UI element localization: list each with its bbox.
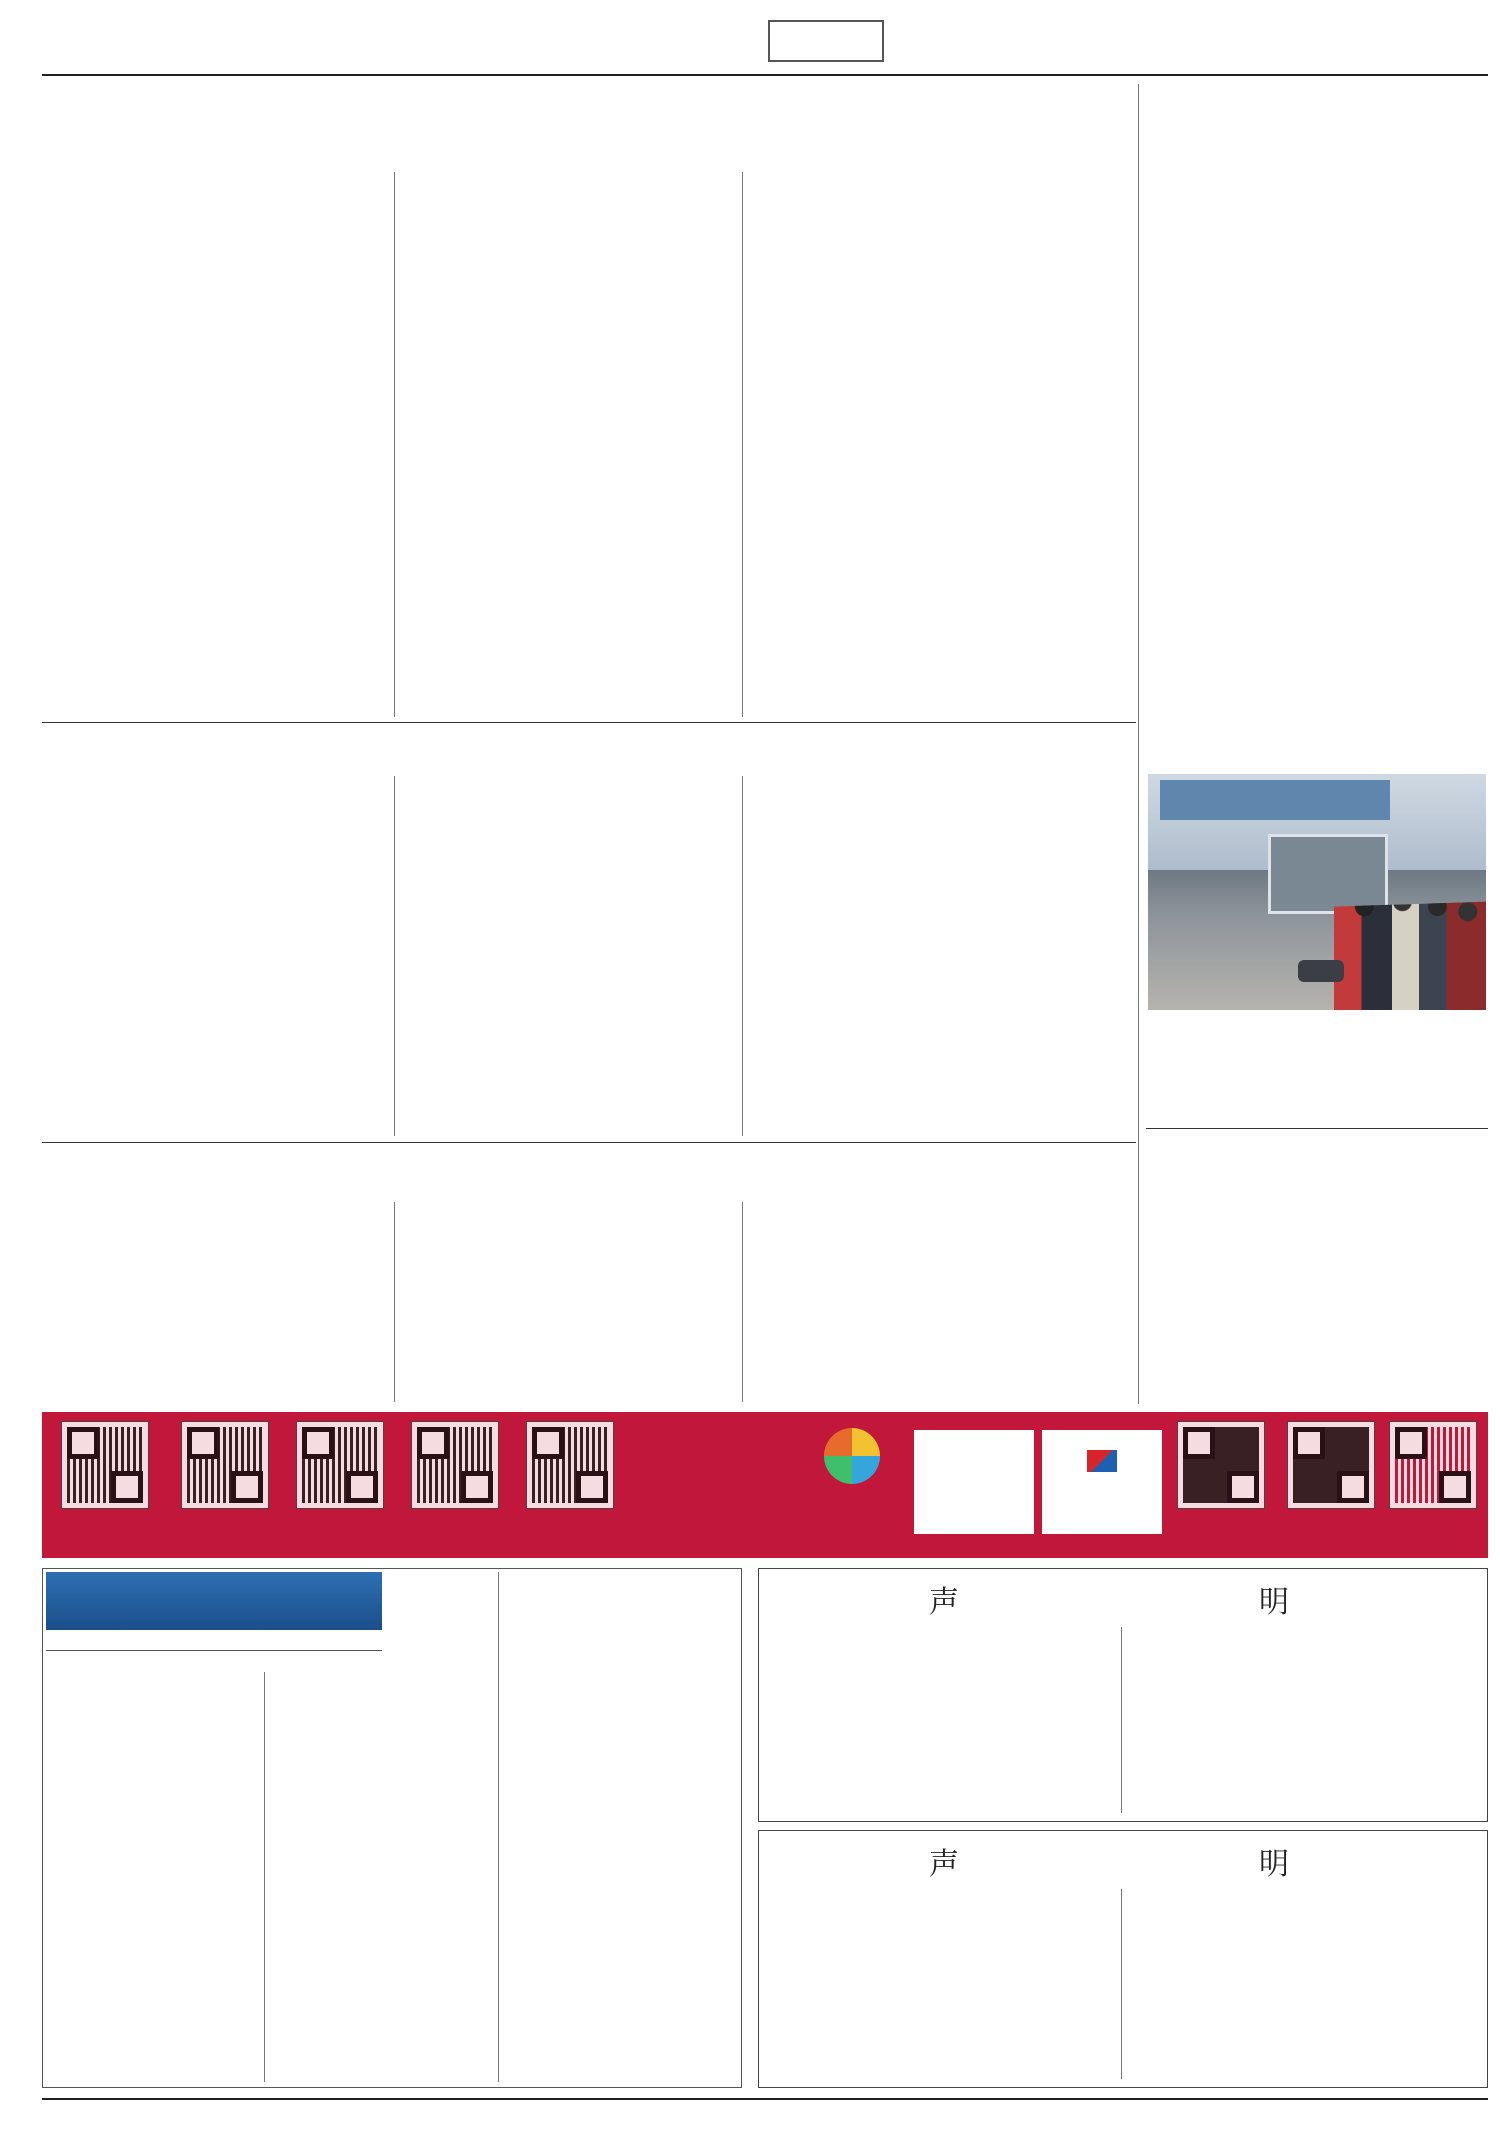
zhangshang-kashi-tile[interactable] [802, 1422, 902, 1548]
notice1-left [773, 1631, 1109, 1632]
section-rule [42, 722, 1136, 723]
qr-code[interactable] [527, 1422, 613, 1508]
masthead-date [252, 30, 259, 44]
col-divider [394, 172, 395, 717]
notice1-right [1133, 1631, 1473, 1641]
col-divider [742, 172, 743, 717]
col-divider [742, 776, 743, 1136]
sidebar-continuation [1146, 1134, 1486, 1135]
news-photo [1148, 774, 1486, 1010]
col-divider [394, 776, 395, 1136]
qr-code[interactable] [62, 1422, 148, 1508]
classified-phone [46, 1650, 382, 1651]
fm-radio-tile[interactable] [914, 1430, 1034, 1534]
col-divider [498, 1572, 499, 2082]
sidebar-col-wide [1146, 652, 1486, 653]
article3-col1 [44, 1202, 374, 1203]
notice1-box [758, 1568, 1488, 1822]
notice-divider [1121, 1889, 1122, 2079]
notice1-title-right: 明 [1259, 1585, 1289, 1620]
article3-col2 [410, 1202, 740, 1203]
qr-band [42, 1412, 1488, 1558]
qr-code[interactable] [1288, 1422, 1374, 1508]
zgkashi-tile[interactable] [1042, 1430, 1162, 1534]
sidebar-divider [1138, 84, 1139, 1404]
qr-code[interactable] [182, 1422, 268, 1508]
doorway [1268, 834, 1388, 914]
section-rule [1146, 1128, 1488, 1129]
robot-dog [1298, 960, 1344, 982]
notice-divider [1121, 1627, 1122, 1813]
classified-box [42, 1568, 742, 2088]
article2-col2 [410, 776, 740, 780]
col-divider [264, 1672, 265, 2082]
col-divider [742, 1202, 743, 1402]
section-label-box [768, 20, 884, 62]
qr-code[interactable] [1178, 1422, 1264, 1508]
qr-code[interactable] [1390, 1422, 1476, 1508]
section-rule [42, 1142, 1136, 1143]
article2-col1 [44, 776, 374, 780]
masthead-rule [42, 74, 1488, 76]
col-divider [394, 1202, 395, 1402]
notice2-right [1133, 1891, 1473, 1905]
zsks-icon [824, 1428, 880, 1484]
building-sign [1160, 780, 1390, 820]
article2-col3 [756, 776, 1086, 777]
web-icon [1087, 1450, 1117, 1472]
sidebar-col [1146, 92, 1382, 93]
notice2-box [758, 1830, 1488, 2088]
notice2-title-right: 明 [1259, 1847, 1289, 1882]
footer-rule [42, 2098, 1488, 2100]
article3-col3 [756, 1202, 1086, 1203]
classified-header [46, 1572, 382, 1630]
notice1-title-left: 声 [929, 1585, 959, 1620]
kashi-daily-logo [642, 1424, 782, 1544]
article1-col1 [44, 172, 370, 176]
masthead [0, 0, 1500, 74]
qr-code[interactable] [297, 1422, 383, 1508]
article1-col2 [410, 172, 736, 173]
qr-code[interactable] [412, 1422, 498, 1508]
notice2-left [773, 1891, 1109, 1892]
article1-col3 [756, 172, 1082, 176]
notice2-title-left: 声 [929, 1847, 959, 1882]
